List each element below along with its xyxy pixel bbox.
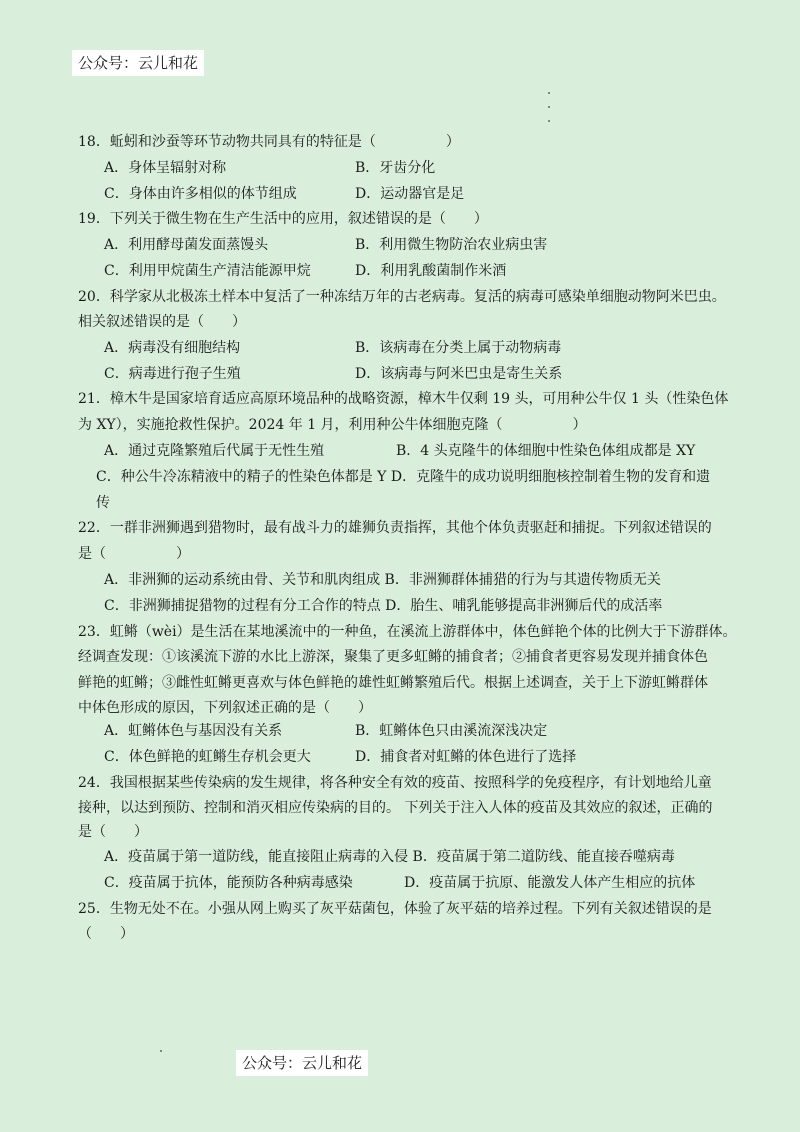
q19-option-d: D．利用乳酸菌制作米酒: [355, 263, 507, 279]
q18-option-d: D．运动器官是足: [355, 186, 465, 202]
q20-option-c: C．病毒进行孢子生殖: [104, 366, 241, 382]
q23-option-b: B．虹鳉体色只由溪流深浅决定: [355, 723, 548, 739]
decorative-dot: [160, 1050, 162, 1052]
q22-stem-line1: 22．一群非洲狮遇到猎物时，最有战斗力的雄狮负责指挥，其他个体负责驱赶和捕捉。下列叙述错误的: [78, 520, 712, 536]
q23-option-a: A．虹鳉体色与基因没有关系: [104, 723, 283, 739]
q20-option-d: D．该病毒与阿米巴虫是寄生关系: [355, 366, 563, 382]
q19-option-c: C．利用甲烷菌生产清洁能源甲烷: [104, 263, 311, 279]
q22-option-ab: A．非洲狮的运动系统由骨、关节和肌肉组成 B．非洲狮群体捕猎的行为与其遗传物质无关: [104, 572, 661, 588]
q21-stem-line1: 21．樟木牛是国家培育适应高原环境品种的战略资源，樟木牛仅剩 19 头，可用种公牛仅 1 头（性染色体: [78, 391, 729, 407]
q24-option-c: C．疫苗属于抗体，能预防各种病毒感染: [104, 875, 353, 891]
q23-option-d: D．捕食者对虹鳉的体色进行了选择: [355, 749, 577, 765]
q25-stem-line1: 25．生物无处不在。小强从网上购买了灰平菇菌包，体验了灰平菇的培养过程。下列有关叙述错误的是: [78, 901, 712, 917]
q18-option-a: A．身体呈辐射对称: [104, 160, 227, 176]
q20-stem-line1: 20．科学家从北极冻土样本中复活了一种冻结万年的古老病毒。复活的病毒可感染单细胞动物阿米巴虫。: [78, 289, 726, 305]
q21-option-cd: C．种公牛冷冻精液中的精子的性染色体都是 Y D．克隆牛的成功说明细胞核控制着生物的发育和遗: [96, 469, 711, 485]
q24-stem-line1: 24．我国根据某些传染病的发生规律，将各种安全有效的疫苗、按照科学的免疫程序，有计划地给儿童: [78, 775, 712, 791]
watermark-top: 公众号：云儿和花: [72, 50, 204, 76]
q24-stem-line2: 接种，以达到预防、控制和消灭相应传染病的目的。 下列关于注入人体的疫苗及其效应的叙述，正确的: [78, 800, 713, 816]
q23-option-c: C．体色鲜艳的虹鳉生存机会更大: [104, 749, 311, 765]
q18-option-c: C．身体由许多相似的体节组成: [104, 186, 297, 202]
q24-stem-line3: 是（ ）: [78, 824, 148, 840]
q25-stem-line2: （ ）: [78, 926, 134, 942]
q24-option-ab: A．疫苗属于第一道防线，能直接阻止病毒的入侵 B．疫苗属于第二道防线、能直接吞噬病毒: [104, 849, 675, 865]
q19-stem: 19．下列关于微生物在生产生活中的应用，叙述错误的是（ ）: [78, 211, 488, 227]
q18-option-b: B．牙齿分化: [355, 160, 436, 176]
q19-option-a: A．利用酵母菌发面蒸馒头: [104, 237, 269, 253]
q23-stem-line2: 经调查发现：①该溪流下游的水比上游深，聚集了更多虹鳉的捕食者；②捕食者更容易发现并捕食体色: [78, 649, 708, 665]
q20-option-b: B．该病毒在分类上属于动物病毒: [355, 340, 562, 356]
q23-stem-line4: 中体色形成的原因，下列叙述正确的是（ ）: [78, 700, 372, 716]
q21-option-a: A．通过克隆繁殖后代属于无性生殖: [104, 443, 325, 459]
q18-stem: 18．蚯蚓和沙蚕等环节动物共同具有的特征是（ ）: [78, 134, 460, 150]
watermark-bottom: 公众号：云儿和花: [236, 1050, 368, 1076]
q20-stem-line2: 相关叙述错误的是（ ）: [78, 314, 246, 330]
q23-stem-line1: 23．虹鳉（wèi）是生活在某地溪流中的一种鱼，在溪流上游群体中，体色鲜艳个体的比例大于下游群体。: [78, 624, 737, 640]
q21-option-b: B．4 头克隆牛的体细胞中性染色体组成都是 XY: [396, 443, 696, 459]
q21-stem-line2: 为 XY），实施抢救性保护。2024 年 1 月，利用种公牛体细胞克隆（ ）: [78, 417, 587, 433]
q20-option-a: A．病毒没有细胞结构: [104, 340, 241, 356]
decorative-dot: [548, 92, 550, 94]
decorative-dot: [548, 120, 550, 122]
q22-option-cd: C．非洲狮捕捉猎物的过程有分工合作的特点 D．胎生、哺乳能够提高非洲狮后代的成活率: [104, 598, 663, 614]
q21-option-cd-cont: 传: [96, 495, 110, 511]
q24-option-d: D．疫苗属于抗原、能激发人体产生相应的抗体: [404, 875, 696, 891]
decorative-dot: [548, 106, 550, 108]
q23-stem-line3: 鲜艳的虹鳉；③雌性虹鳉更喜欢与体色鲜艳的雄性虹鳉繁殖后代。根据上述调查，关于上下游虹鳉群体: [78, 675, 708, 691]
q22-stem-line2: 是（ ）: [78, 546, 190, 562]
q19-option-b: B．利用微生物防治农业病虫害: [355, 237, 548, 253]
